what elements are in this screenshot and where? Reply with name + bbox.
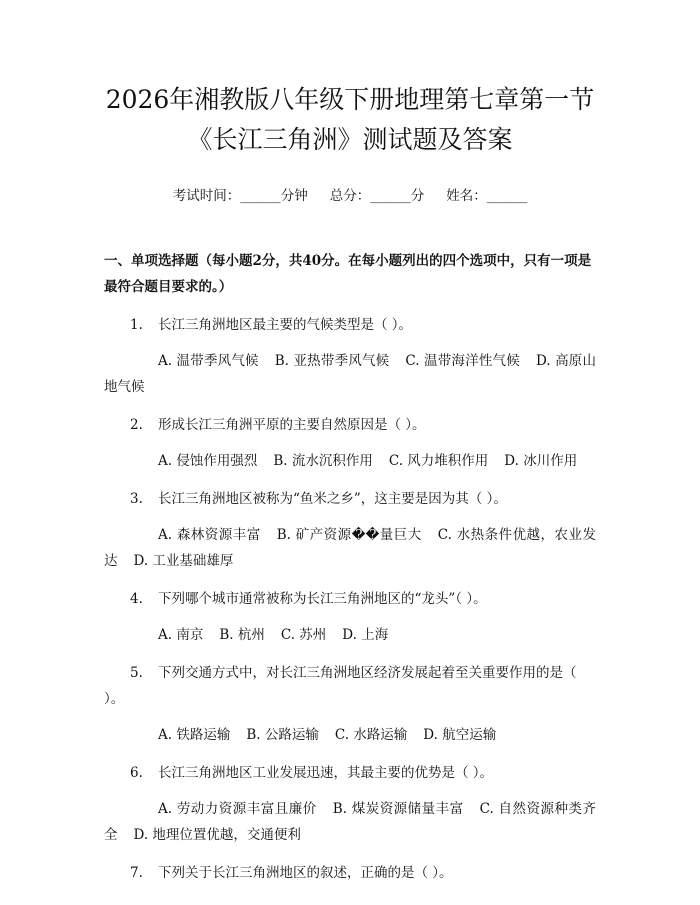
question-4 — [104, 586, 596, 648]
student-name-field: 姓名：______ — [446, 188, 528, 204]
question-number: 6. — [130, 765, 143, 781]
question-options — [104, 522, 596, 574]
question-7 — [104, 860, 596, 886]
section-heading: 一、单项选择题（每小题2分，共40分。在每小题列出的四个选项中，只有一项是最符合题目要求的。） — [104, 253, 592, 295]
question-stem — [104, 860, 596, 886]
question-text: 长江三角洲地区最主要的气候类型是（ ）。 — [158, 317, 413, 333]
question-text: 下列交通方式中，对长江三角洲地区经济发展起着至关重要作用的是（ ）。 — [104, 665, 577, 707]
question-list — [104, 312, 596, 886]
option-a: A. 森林资源丰富 — [158, 527, 261, 543]
question-1 — [104, 312, 596, 400]
question-options — [104, 796, 596, 848]
option-d: D. 工业基础雄厚 — [133, 553, 234, 569]
total-score-field: 总分：______分 — [329, 188, 425, 204]
option-c: C. 水热条件优越，农业发达 — [104, 527, 596, 569]
option-d: D. 地理位置优越，交通便利 — [133, 827, 301, 843]
question-stem — [104, 586, 596, 612]
question-stem — [104, 412, 596, 438]
option-b: B. 流水沉积作用 — [273, 453, 373, 469]
title-line-2: 《长江三角洲》测试题及答案 — [187, 125, 513, 154]
option-c: C. 自然资源种类齐全 — [104, 801, 596, 843]
option-d: D. 高原山地气候 — [104, 353, 596, 395]
question-text: 下列哪个城市通常被称为长江三角洲地区的“龙头”（ ）。 — [158, 591, 487, 607]
question-stem — [104, 760, 596, 786]
option-a: A. 南京 — [158, 627, 204, 643]
option-b: B. 矿产资源��量巨大 — [276, 527, 422, 543]
question-options — [104, 722, 596, 748]
exam-time-field: 考试时间：______分钟 — [172, 188, 308, 204]
question-text: 长江三角洲地区工业发展迅速，其最主要的优势是（ ）。 — [158, 765, 494, 781]
page-title — [104, 80, 596, 160]
question-stem — [104, 312, 596, 338]
question-options — [104, 348, 596, 400]
question-number: 3. — [130, 491, 143, 507]
option-b: B. 煤炭资源储量丰富 — [332, 801, 464, 817]
option-a: A. 温带季风气候 — [158, 353, 259, 369]
exam-info — [104, 184, 596, 204]
question-5 — [104, 660, 596, 748]
option-c: C. 风力堆积作用 — [388, 453, 489, 469]
question-text: 下列关于长江三角洲地区的叙述，正确的是（ ）。 — [158, 865, 453, 881]
option-a: A. 劳动力资源丰富且廉价 — [158, 801, 317, 817]
question-number: 7. — [130, 865, 143, 881]
option-c: C. 水路运输 — [334, 727, 408, 743]
option-b: B. 亚热带季风气候 — [274, 353, 390, 369]
option-b: B. 杭州 — [219, 627, 265, 643]
question-stem — [104, 660, 596, 712]
question-options — [104, 448, 596, 474]
question-options — [104, 622, 596, 648]
question-stem — [104, 486, 596, 512]
question-text: 长江三角洲地区被称为“鱼米之乡”，这主要是因为其（ ）。 — [158, 491, 507, 507]
option-b: B. 公路运输 — [246, 727, 319, 743]
option-a: A. 铁路运输 — [158, 727, 231, 743]
option-c: C. 苏州 — [280, 627, 327, 643]
option-d: D. 航空运输 — [423, 727, 497, 743]
option-d: D. 上海 — [342, 627, 389, 643]
question-number: 5. — [130, 665, 143, 681]
option-d: D. 冰川作用 — [504, 453, 578, 469]
title-line-1: 2026年湘教版八年级下册地理第七章第一节 — [105, 85, 595, 114]
question-number: 1. — [130, 317, 143, 333]
question-3 — [104, 486, 596, 574]
question-text: 形成长江三角洲平原的主要自然原因是（ ）。 — [158, 417, 426, 433]
option-a: A. 侵蚀作用强烈 — [158, 453, 258, 469]
option-c: C. 温带海洋性气候 — [405, 353, 520, 369]
question-number: 2. — [130, 417, 143, 433]
question-number: 4. — [130, 591, 143, 607]
question-2 — [104, 412, 596, 474]
question-6 — [104, 760, 596, 848]
